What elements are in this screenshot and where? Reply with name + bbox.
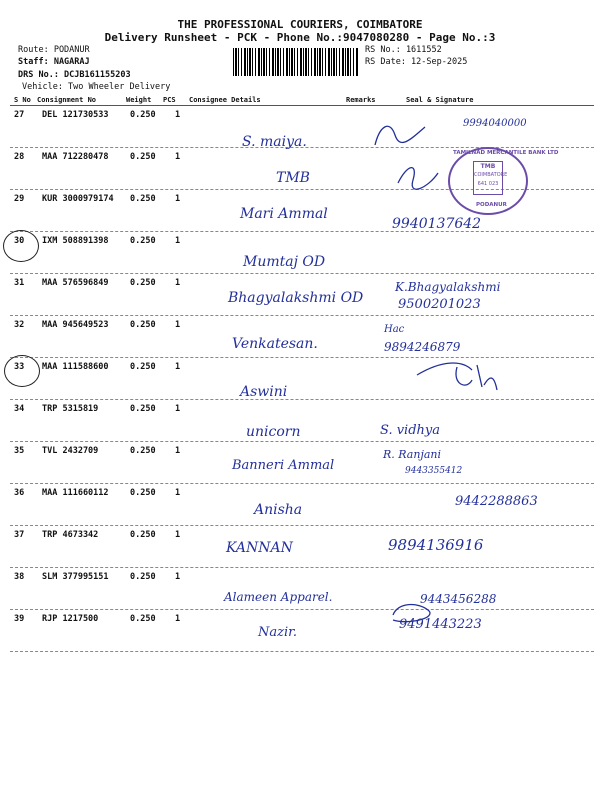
- row-pcs: 1: [175, 614, 181, 624]
- row-divider: [10, 651, 594, 652]
- row-weight: 0.250: [130, 236, 156, 246]
- row-pcs: 1: [175, 530, 181, 540]
- row-consignment-no: MAA 576596849: [42, 278, 109, 288]
- row-consignment-no: DEL 121730533: [42, 110, 109, 120]
- row-weight: 0.250: [130, 152, 156, 162]
- row-weight: 0.250: [130, 488, 156, 498]
- col-pcs: PCS: [163, 96, 176, 104]
- row-sno: 28: [14, 152, 25, 162]
- row-weight: 0.250: [130, 446, 156, 456]
- row-divider: [10, 609, 594, 610]
- row-sno: 33: [14, 362, 25, 372]
- r37-consignee-hw: KANNAN: [226, 540, 293, 556]
- r35-phone-hw: 9443355412: [405, 466, 463, 476]
- r28-consignee-hw: TMB: [276, 170, 310, 186]
- bank-seal-center: [473, 161, 508, 195]
- r34-signature-hw: S. vidhya: [380, 423, 440, 438]
- row-consignment-no: TRP 5315819: [42, 404, 99, 414]
- r38-consignee-hw: Alameen Apparel.: [224, 590, 333, 604]
- row-weight: 0.250: [130, 194, 156, 204]
- col-sno: S No: [14, 96, 31, 104]
- row-weight: 0.250: [130, 614, 156, 624]
- col-remarks: Remarks: [346, 96, 376, 104]
- r32-signature-hw: Hac: [384, 324, 405, 335]
- r39-signature-hw: 9491443223: [399, 617, 482, 632]
- row-divider: [10, 525, 594, 526]
- row-pcs: 1: [175, 572, 181, 582]
- row-consignment-no: TRP 4673342: [42, 530, 99, 540]
- row-pcs: 1: [175, 110, 181, 120]
- r34-consignee-hw: unicorn: [246, 424, 301, 440]
- r36-consignee-hw: Anisha: [254, 502, 303, 518]
- row-30-circle-mark: [3, 230, 39, 262]
- row-pcs: 1: [175, 446, 181, 456]
- row-weight: 0.250: [130, 278, 156, 288]
- r35-consignee-hw: Banneri Ammal: [232, 458, 335, 473]
- row-divider: [10, 315, 594, 316]
- row-pcs: 1: [175, 152, 181, 162]
- r31-signature-phone-hw: 9500201023: [398, 297, 481, 312]
- header-rule: [10, 105, 594, 106]
- bank-seal-logo: TMB: [480, 163, 496, 170]
- row-divider: [10, 231, 594, 232]
- row-divider: [10, 441, 594, 442]
- row-sno: 36: [14, 488, 25, 498]
- r29-signature-hw: 9940137642: [392, 216, 482, 232]
- document-subtitle: Delivery Runsheet - PCK - Phone No.:9047080280 - Page No.:3: [104, 31, 496, 44]
- staff: Staff: NAGARAJ: [18, 57, 90, 67]
- row-consignment-no: KUR 3000979174: [42, 194, 114, 204]
- bank-seal-branch: PODANUR: [476, 202, 507, 208]
- vehicle: Vehicle: Two Wheeler Delivery: [22, 82, 171, 92]
- row-pcs: 1: [175, 488, 181, 498]
- r28-signature-scribble: [393, 158, 443, 193]
- row-sno: 35: [14, 446, 25, 456]
- rs-number: RS No.: 1611552: [365, 45, 442, 55]
- row-pcs: 1: [175, 362, 181, 372]
- row-33-circle-mark: [4, 355, 40, 387]
- row-consignment-no: TVL 2432709: [42, 446, 99, 456]
- row-consignment-no: MAA 111588600: [42, 362, 109, 372]
- row-sno: 31: [14, 278, 25, 288]
- r32-consignee-hw: Venkatesan.: [232, 336, 318, 352]
- drs-number: DRS No.: DCJB161155203: [18, 70, 131, 80]
- row-divider: [10, 273, 594, 274]
- r32-phone-hw: 9894246879: [384, 340, 461, 354]
- col-weight: Weight: [126, 96, 152, 104]
- col-consignment: Consignment No: [37, 96, 97, 104]
- row-weight: 0.250: [130, 404, 156, 414]
- bank-seal-ring-text: TAMILNAD MERCANTILE BANK LTD: [453, 150, 559, 156]
- row-consignment-no: MAA 712280478: [42, 152, 109, 162]
- row-weight: 0.250: [130, 572, 156, 582]
- col-consignee: Consignee Details: [189, 96, 261, 104]
- r37-signature-hw: 9894136916: [388, 536, 484, 554]
- row-sno: 27: [14, 110, 25, 120]
- row-pcs: 1: [175, 278, 181, 288]
- row-pcs: 1: [175, 236, 181, 246]
- row-sno: 37: [14, 530, 25, 540]
- row-consignment-no: RJP 1217500: [42, 614, 99, 624]
- row-divider: [10, 399, 594, 400]
- bank-seal-code: 641 023: [477, 181, 499, 187]
- route: Route: PODANUR: [18, 45, 90, 55]
- r33-signature-scribble: [412, 355, 502, 395]
- row-consignment-no: SLM 377995151: [42, 572, 109, 582]
- row-sno: 39: [14, 614, 25, 624]
- row-divider: [10, 483, 594, 484]
- row-sno: 38: [14, 572, 25, 582]
- r38-signature-hw: 9443456288: [420, 592, 497, 606]
- row-pcs: 1: [175, 404, 181, 414]
- r27-consignee-hw: S. maiya.: [242, 134, 307, 150]
- r36-signature-hw: 9442288863: [455, 494, 538, 509]
- r31-consignee-hw: Bhagyalakshmi OD: [228, 290, 364, 306]
- row-weight: 0.250: [130, 320, 156, 330]
- row-weight: 0.250: [130, 530, 156, 540]
- r29-consignee-hw: Mari Ammal: [240, 206, 328, 222]
- r31-signature-name-hw: K.Bhagyalakshmi: [395, 280, 501, 294]
- row-weight: 0.250: [130, 110, 156, 120]
- row-sno: 29: [14, 194, 25, 204]
- r39-consignee-hw: Nazir.: [258, 625, 298, 640]
- row-consignment-no: IXM 508891398: [42, 236, 109, 246]
- row-sno: 34: [14, 404, 25, 414]
- document-title: THE PROFESSIONAL COURIERS, COIMBATORE: [177, 18, 423, 31]
- row-consignment-no: MAA 945649523: [42, 320, 109, 330]
- row-consignment-no: MAA 111660112: [42, 488, 109, 498]
- r33-consignee-hw: Aswini: [240, 384, 288, 400]
- row-pcs: 1: [175, 194, 181, 204]
- col-seal: Seal & Signature: [406, 96, 474, 104]
- r27-signature-hw: 9994040000: [463, 118, 527, 129]
- row-pcs: 1: [175, 320, 181, 330]
- row-weight: 0.250: [130, 362, 156, 372]
- r27-signature-scribble: [370, 115, 430, 155]
- row-divider: [10, 567, 594, 568]
- r30-consignee-hw: Mumtaj OD: [243, 254, 326, 270]
- barcode: [233, 48, 359, 76]
- row-sno: 32: [14, 320, 25, 330]
- rs-date: RS Date: 12-Sep-2025: [365, 57, 468, 67]
- bank-seal-city: COIMBATORE: [474, 172, 508, 178]
- row-divider: [10, 357, 594, 358]
- r39-signature-scribble: [388, 600, 438, 628]
- row-sno: 30: [14, 236, 25, 246]
- r35-signature-hw: R. Ranjani: [383, 448, 442, 461]
